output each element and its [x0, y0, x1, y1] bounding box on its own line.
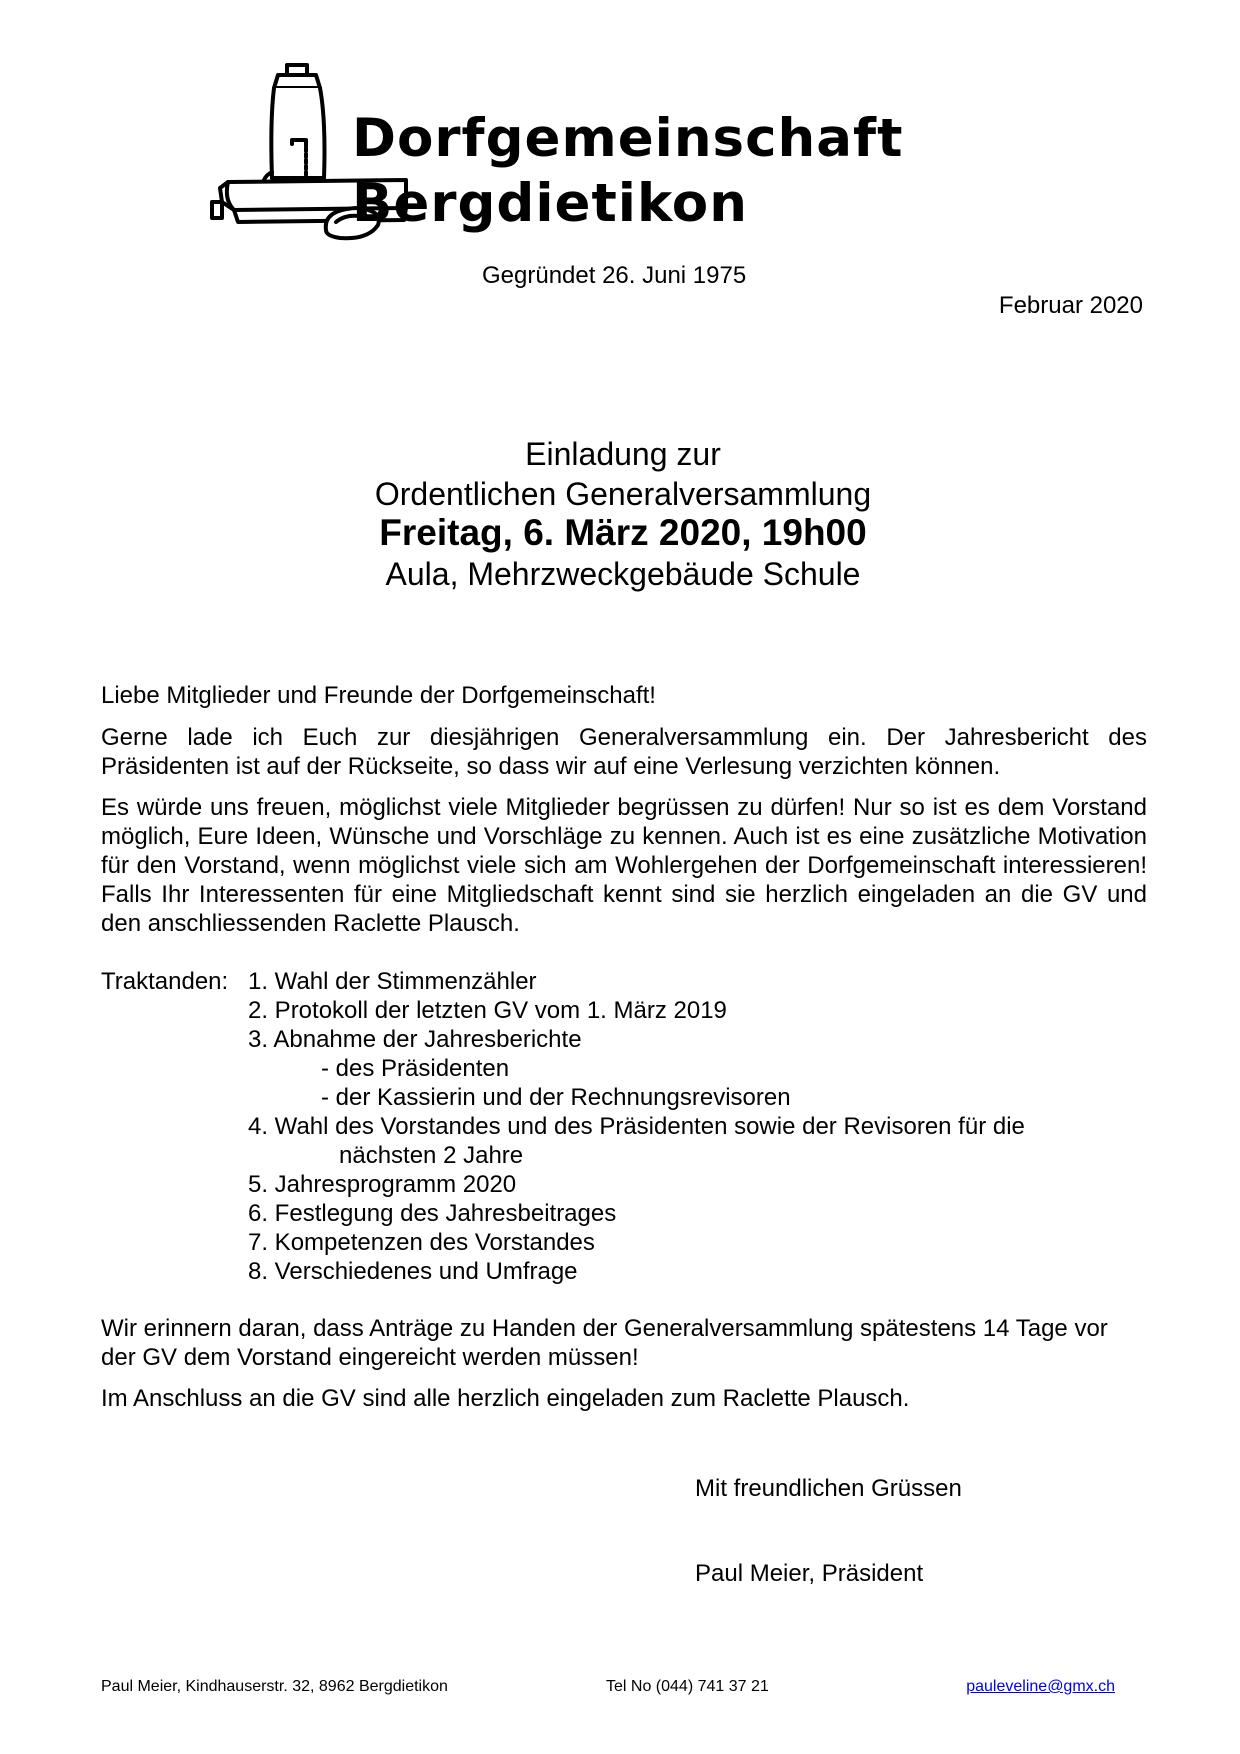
agenda-item: 5. Jahresprogramm 2020	[248, 1171, 517, 1198]
reminder-paragraph: Wir erinnern daran, dass Anträge zu Handen der Generalversammlung spätestens 14 Tage vor der GV dem Vorstand eingereicht werden müssen!	[101, 1315, 1108, 1371]
agenda-subitem: - des Präsidenten	[321, 1055, 510, 1082]
agenda-item-continuation: nächsten 2 Jahre	[339, 1142, 524, 1169]
greeting: Liebe Mitglieder und Freunde der Dorfgemeinschaft!	[101, 682, 656, 709]
signature: Paul Meier, Präsident	[695, 1560, 924, 1587]
organization-name-line1: Dorfgemeinschaft	[352, 108, 904, 169]
invitation-line2: Ordentlichen Generalversammlung	[374, 476, 872, 512]
founded-date: Gegründet 26. Juni 1975	[482, 262, 747, 289]
invitation-location: Aula, Mehrzweckgebäude Schule	[385, 556, 861, 592]
footer-phone: Tel No (044) 741 37 21	[606, 1678, 769, 1695]
paragraph-2: Es würde uns freuen, möglichst viele Mitglieder begrüssen zu dürfen! Nur so ist es dem Vorstand möglich, Eure Ideen, Wünsche und Vorschläge zu kennen. Auch ist es eine zusätzliche Motivation für den Vorstand, wenn möglichst viele sich am Wohlergehen der Dorfgemeinschaft interessieren! Falls Ihr Interessenten für eine Mitgliedschaft kennt sind sie herzlich eingeladen an die GV und den anschliessenden Raclette Plausch.	[101, 794, 1147, 937]
paragraph-1: Gerne lade ich Euch zur diesjährigen Generalversammlung ein. Der Jahresbericht des Präsidenten ist auf der Rückseite, so dass wir auf eine Verlesung verzichten können.	[101, 724, 1147, 780]
agenda-item: 8. Verschiedenes und Umfrage	[248, 1258, 578, 1285]
agenda-item: 2. Protokoll der letzten GV vom 1. März 2019	[248, 997, 727, 1024]
agenda-item: 3. Abnahme der Jahresberichte	[248, 1026, 582, 1053]
agenda-item: 7. Kompetenzen des Vorstandes	[248, 1229, 595, 1256]
salutation: Mit freundlichen Grüssen	[695, 1475, 962, 1502]
agenda-item: 4. Wahl des Vorstandes und des Präsidenten sowie der Revisoren für die	[248, 1113, 1025, 1140]
footer-address: Paul Meier, Kindhauserstr. 32, 8962 Bergdietikon	[101, 1678, 448, 1695]
agenda-label: Traktanden:	[101, 968, 229, 995]
organization-name-line2: Bergdietikon	[352, 173, 748, 234]
footer-email-link[interactable]: pauleveline@gmx.ch	[966, 1678, 1115, 1695]
agenda	[101, 967, 1025, 1286]
agenda-item: 1. Wahl der Stimmenzähler	[248, 968, 537, 995]
agenda-subitem: - der Kassierin und der Rechnungsrevisoren	[321, 1084, 791, 1111]
letter-date: Februar 2020	[998, 292, 1143, 319]
closing-note: Im Anschluss an die GV sind alle herzlich eingeladen zum Raclette Plausch.	[101, 1385, 910, 1412]
invitation-datetime: Freitag, 6. März 2020, 19h00	[379, 512, 867, 553]
invitation-line1: Einladung zur	[525, 436, 721, 472]
agenda-item: 6. Festlegung des Jahresbeitrages	[248, 1200, 617, 1227]
